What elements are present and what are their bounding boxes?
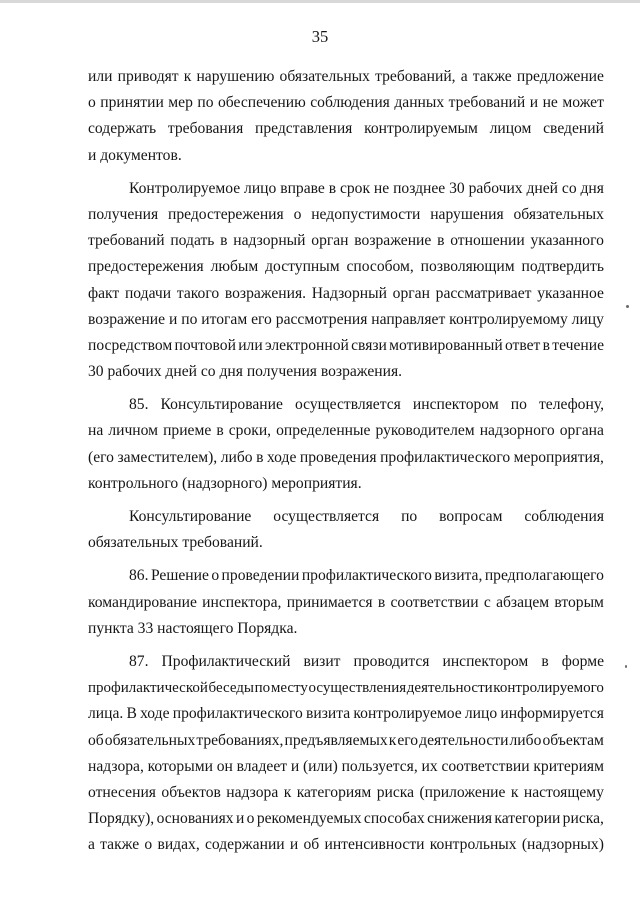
word: по [254, 680, 271, 697]
page-number: 35 [311, 27, 329, 46]
word: форме [561, 652, 604, 670]
word: осуществляется [273, 508, 380, 525]
word: к [510, 783, 519, 801]
word: недопустимости [311, 205, 421, 223]
word: в [216, 422, 224, 440]
word: деятельности [419, 731, 509, 749]
word: возражение [354, 232, 432, 250]
word: визита, [434, 567, 483, 585]
word: проводится [353, 652, 430, 670]
word: настоящему [523, 783, 604, 801]
word: принимается [286, 593, 373, 611]
word: пользуется, [341, 757, 418, 775]
word: орган [311, 232, 349, 250]
text-line [88, 90, 604, 116]
text-line [88, 445, 604, 471]
word: лицом [489, 120, 532, 138]
word: категории [494, 810, 561, 828]
word: требований [88, 232, 165, 250]
word: (или) [302, 757, 338, 775]
word: контролируемым [364, 120, 478, 138]
word: органа [559, 422, 604, 440]
word: основаниях [156, 810, 234, 828]
word: надзора [226, 783, 279, 801]
word: профилактического [301, 567, 432, 585]
word: инспектором [442, 652, 529, 670]
word: лицо [464, 705, 498, 723]
word: приводят [117, 68, 179, 85]
word: критериям [533, 757, 604, 775]
word: в [437, 232, 445, 250]
word: он [216, 757, 233, 775]
word: нарушения [430, 205, 504, 223]
word: о [211, 567, 220, 585]
word: требований, [375, 68, 456, 85]
scan-speck [626, 305, 629, 308]
word: также [100, 836, 140, 854]
text-line [88, 780, 604, 806]
word: (приложение [419, 783, 506, 801]
word: ходе [266, 448, 297, 466]
word: соблюдения [524, 508, 604, 525]
word: по [197, 94, 214, 112]
word: профилактического [172, 705, 303, 723]
word: инспектора, [202, 593, 282, 611]
word: орган [392, 284, 430, 302]
word: и [168, 310, 178, 328]
word: такого [176, 284, 220, 302]
word: а [460, 68, 468, 85]
word: лицу [571, 310, 604, 328]
word: лица. [88, 705, 124, 723]
word: и [235, 810, 245, 828]
word: содержании [204, 836, 285, 854]
word: по [401, 508, 418, 525]
word: о [293, 205, 302, 223]
text-line [88, 176, 604, 202]
word: соответствии [390, 593, 479, 611]
text-line [88, 832, 604, 858]
word: деятельности [406, 680, 493, 697]
word: об [303, 836, 320, 854]
word: надзорный [233, 232, 306, 250]
word: требований [448, 94, 526, 112]
word: личном [108, 422, 159, 440]
paragraph [88, 64, 604, 169]
paragraph [88, 563, 604, 642]
text-line [88, 504, 604, 530]
word: профилактической [88, 680, 208, 697]
word: требования [167, 120, 244, 138]
word: электронной [264, 336, 349, 354]
word: объектов [161, 783, 221, 801]
word: в [542, 336, 550, 354]
word: о [144, 836, 153, 854]
word: позволяющим [420, 258, 515, 276]
word: подать [170, 232, 215, 250]
word: обеспечению [218, 94, 306, 112]
word: беседы [208, 680, 255, 697]
word: отнесения [88, 783, 156, 801]
text-line [88, 281, 604, 307]
word: Консультирование [129, 508, 252, 525]
word: проведении [221, 567, 300, 585]
text-line [88, 64, 604, 90]
word: надзора, [88, 757, 144, 775]
word: об [88, 731, 104, 749]
word: посредством [88, 336, 173, 354]
text-line [88, 806, 604, 832]
word: сроки, [228, 422, 272, 440]
word: в [220, 232, 228, 250]
word: срок [339, 179, 371, 197]
text-line [88, 754, 604, 780]
word: риска [376, 783, 415, 801]
word: соответствии [441, 757, 530, 775]
word: к [183, 68, 192, 85]
word: ответ [504, 336, 541, 354]
word: со [561, 179, 577, 197]
word: получения [88, 205, 159, 223]
word: указанного [530, 232, 604, 250]
word: снижения [427, 810, 493, 828]
word: а [88, 836, 95, 854]
text-line [88, 333, 604, 359]
word: контролируемого [493, 680, 604, 697]
word: инспектором [412, 396, 499, 414]
word: их [421, 757, 438, 775]
word: связи [351, 336, 387, 354]
word: интенсивности [324, 836, 425, 854]
word: определенные [276, 422, 371, 440]
word: дня [580, 179, 604, 197]
word: требованиях, [196, 731, 284, 749]
word: телефону, [538, 396, 604, 414]
word: предъявляемых [284, 731, 388, 749]
word: дней [526, 179, 559, 197]
word: 30 [449, 179, 465, 197]
text-line [88, 675, 604, 701]
text-line [88, 418, 604, 444]
text-line [88, 116, 604, 142]
word: профилактического [380, 448, 511, 466]
word: вправе [280, 179, 325, 197]
word: возражение [88, 310, 166, 328]
word: рекомендуемых [256, 810, 362, 828]
word: к [283, 783, 292, 801]
word: обязательных [513, 205, 604, 223]
word: контролируемое [353, 705, 462, 723]
word: принятии [100, 94, 164, 112]
word: предполагающего [484, 567, 604, 585]
word: визита [306, 705, 351, 723]
word: о [246, 810, 255, 828]
word: которыми [147, 757, 213, 775]
document-body [88, 64, 604, 858]
word: риска, [562, 810, 604, 828]
word: с [483, 593, 491, 611]
word: осуществляется [294, 396, 401, 414]
word: ходе [140, 705, 170, 723]
text-line [88, 228, 604, 254]
scan-edge [0, 0, 640, 3]
word: видах, [157, 836, 200, 854]
word: 85. [129, 396, 149, 414]
text-line [88, 728, 604, 754]
word: в [377, 593, 386, 611]
word: указанное [537, 284, 604, 302]
word: контрольных [429, 836, 517, 854]
word: почтовой [174, 336, 236, 354]
word: в [328, 179, 337, 197]
word: вторым [554, 593, 604, 611]
word: предложение [516, 68, 604, 85]
word: осуществления [308, 680, 407, 697]
word: визит [303, 652, 341, 670]
scan-speck [625, 665, 627, 668]
word: позднее [393, 179, 446, 197]
text-line [88, 649, 604, 675]
word: проведения [299, 448, 377, 466]
word: командирование [88, 593, 197, 611]
word: 86. [129, 567, 149, 585]
word: по [510, 396, 527, 414]
word: категориям [296, 783, 372, 801]
word: месту [270, 680, 308, 697]
word: либо [509, 731, 542, 749]
word: Контролируемое [129, 179, 241, 197]
word: абзацем [496, 593, 550, 611]
paragraph [88, 392, 604, 497]
word: приеме [163, 422, 212, 440]
word: руководителем [375, 422, 475, 440]
text-line [88, 254, 604, 280]
text-line: пункта 33 настоящего Порядка. [88, 619, 298, 637]
word: течение [552, 336, 604, 354]
word: его [251, 310, 272, 328]
word: предостережения [168, 205, 284, 223]
text-line [88, 563, 604, 589]
text-line: обязательных требований. [88, 534, 263, 552]
word: представления [254, 120, 353, 138]
word: мероприятия, [513, 448, 604, 466]
word: соблюдения [310, 94, 390, 112]
word: отношении [450, 232, 525, 250]
text-line [88, 307, 604, 333]
word: способом, [346, 258, 414, 276]
word: рассматривает [435, 284, 532, 302]
word: факт [88, 284, 120, 302]
word: данных [394, 94, 445, 112]
word: к [388, 731, 397, 749]
word: его [397, 731, 419, 749]
word: не [373, 179, 390, 197]
word: нарушению [196, 68, 275, 85]
word: и [289, 836, 299, 854]
word: заместителем), [117, 448, 218, 466]
paragraph [88, 649, 604, 859]
paragraph [88, 176, 604, 386]
word: также [472, 68, 512, 85]
word: Решение [150, 567, 209, 585]
text-line [88, 590, 604, 616]
word: не [542, 94, 558, 112]
word: и [529, 94, 539, 112]
text-line: 30 рабочих дней со дня получения возражения. [88, 363, 403, 381]
text-line [88, 392, 604, 418]
word: контролируемому [449, 310, 568, 328]
word: обязательных [279, 68, 370, 85]
word: или [238, 336, 263, 354]
word: подтвердить [521, 258, 604, 276]
word: способах [363, 810, 425, 828]
word: (надзорных) [521, 836, 604, 854]
text-line: контрольного (надзорного) мероприятия. [88, 474, 362, 492]
word: Профилактический [161, 652, 291, 670]
word: на [88, 422, 104, 440]
word: итогам [201, 310, 248, 328]
text-line: и документов. [88, 146, 182, 164]
word: рабочих [468, 179, 523, 197]
word: любым [210, 258, 259, 276]
word: о [88, 94, 96, 112]
word: или [88, 68, 113, 85]
word: подачи [124, 284, 172, 302]
word: сведений [543, 120, 604, 138]
word: мотивированный [389, 336, 503, 354]
word: объектам [542, 731, 604, 749]
word: обязательных [104, 731, 196, 749]
word: содержать [88, 120, 157, 138]
word: Консультирование [160, 396, 283, 414]
word: вопросам [439, 508, 503, 525]
word: и [290, 757, 300, 775]
word: либо [220, 448, 253, 466]
word: может [562, 94, 604, 112]
word: по [181, 310, 198, 328]
word: Надзорный [311, 284, 387, 302]
word: лицо [244, 179, 277, 197]
word: мер [168, 94, 193, 112]
word: 87. [129, 652, 149, 670]
text-line [88, 701, 604, 727]
word: доступным [265, 258, 340, 276]
word: владеет [236, 757, 288, 775]
word: В [126, 705, 137, 723]
word: надзорного [479, 422, 555, 440]
word: информируется [500, 705, 604, 723]
word: (его [88, 448, 114, 466]
word: предостережения [88, 258, 204, 276]
word: направляет [371, 310, 446, 328]
paragraph [88, 504, 604, 556]
word: Порядку), [88, 810, 155, 828]
text-line [88, 202, 604, 228]
word: возражения. [224, 284, 307, 302]
word: в [256, 448, 264, 466]
word: в [541, 652, 549, 670]
word: рассмотрения [275, 310, 368, 328]
